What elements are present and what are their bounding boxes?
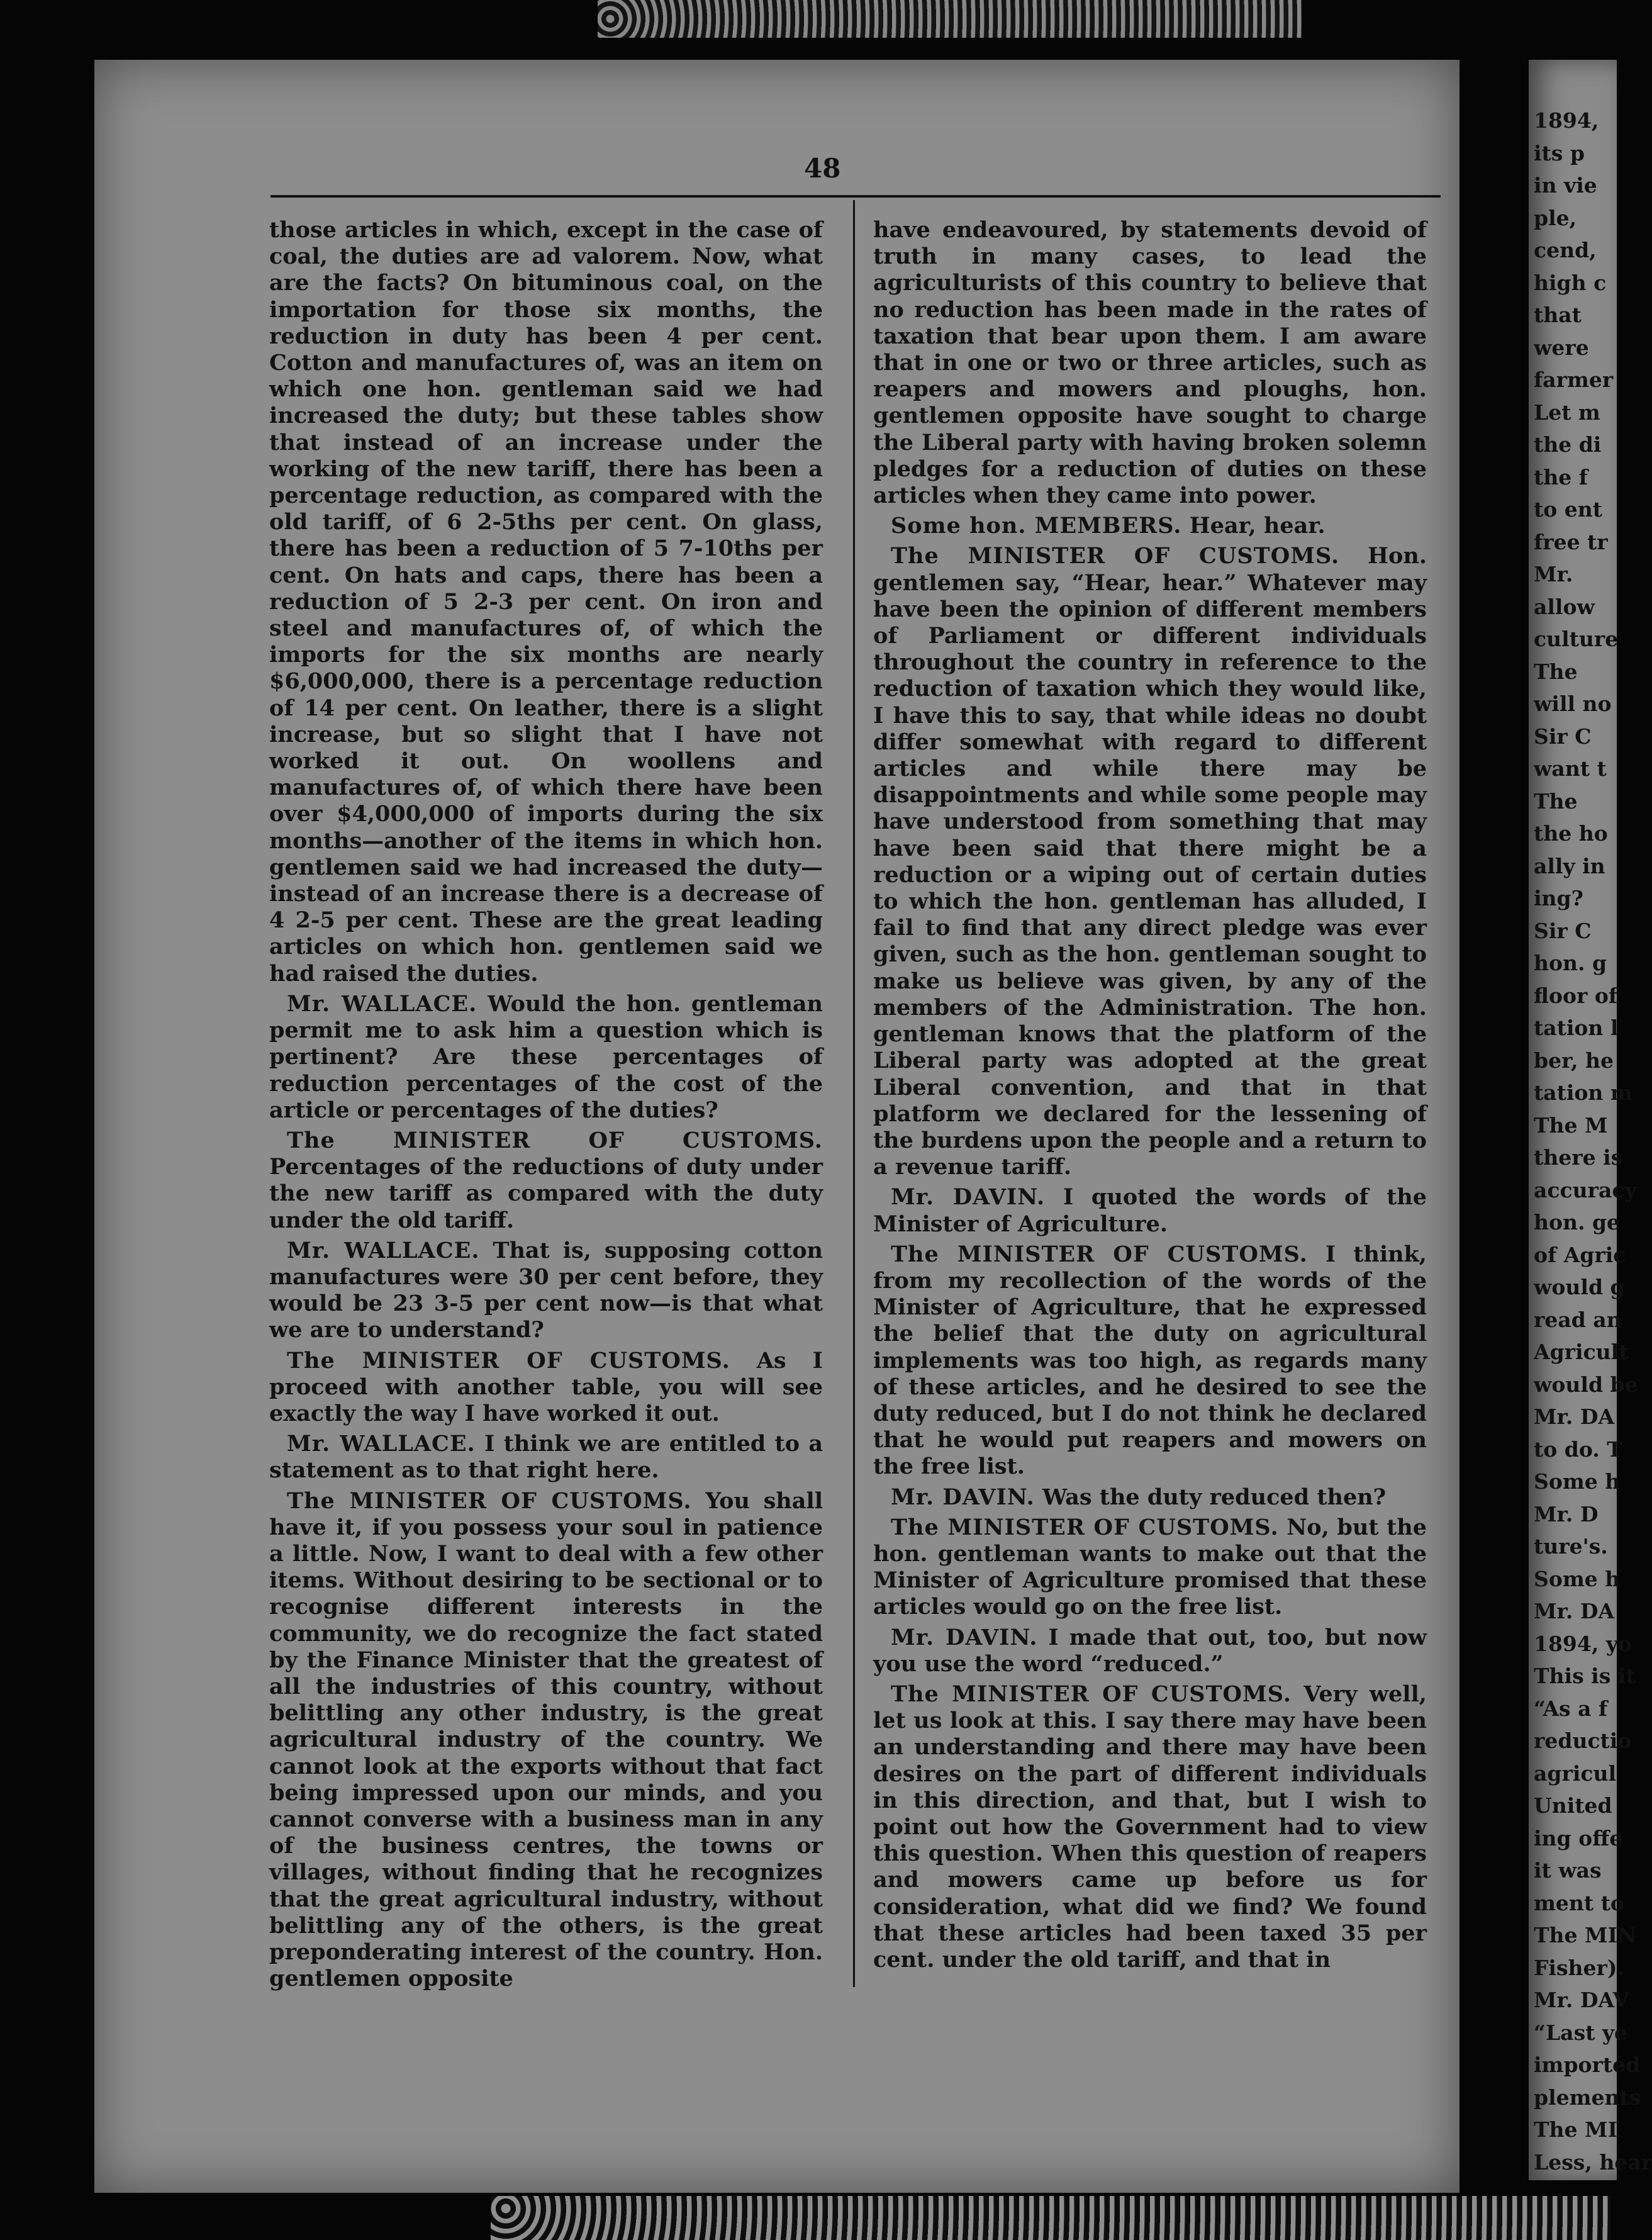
- adjacent-page-fragment: ment to: [1534, 1890, 1624, 1915]
- adjacent-page-fragment: cend,: [1534, 238, 1597, 262]
- adjacent-page-fragment: Sir C: [1534, 918, 1592, 943]
- adjacent-page-fragment: floor of: [1534, 983, 1618, 1008]
- adjacent-page-fragment: high c: [1534, 270, 1607, 295]
- speaker-name: The MINISTER OF CUSTOMS.: [891, 1681, 1292, 1707]
- lace-border-top: [598, 0, 1302, 38]
- speaker-name: Some hon. MEMBERS.: [891, 513, 1182, 539]
- speaker-name: The MINISTER OF CUSTOMS.: [287, 1347, 730, 1374]
- adjacent-page-fragment: that: [1534, 303, 1582, 327]
- paragraph: [269, 991, 823, 1124]
- adjacent-page-fragment: want t: [1534, 756, 1607, 781]
- adjacent-page-fragment: United: [1534, 1793, 1612, 1818]
- paragraph: [873, 1184, 1427, 1237]
- adjacent-page-fragment: plements: [1534, 2085, 1641, 2110]
- lace-border-bottom: [491, 2196, 1610, 2240]
- paragraph-text: Was the duty reduced then?: [1042, 1484, 1387, 1510]
- paragraph: [269, 1431, 823, 1484]
- adjacent-page-fragment: there is: [1534, 1145, 1623, 1170]
- adjacent-page-fragment: free tr: [1534, 529, 1608, 554]
- adjacent-page-fragment: would g: [1534, 1275, 1625, 1299]
- speaker-name: The MINISTER OF CUSTOMS.: [891, 1241, 1308, 1267]
- speaker-name: Mr. DAVIN.: [891, 1484, 1035, 1510]
- adjacent-page-fragment: will no: [1534, 692, 1612, 716]
- adjacent-page-fragment: read an: [1534, 1307, 1622, 1332]
- speaker-name: Mr. DAVIN.: [891, 1184, 1046, 1211]
- adjacent-page-fragment: of Agric: [1534, 1242, 1626, 1267]
- paragraph-text: As I proceed with another table, you will see exactly the way I have worked it out.: [269, 1347, 823, 1426]
- adjacent-page-fragment: ple,: [1534, 205, 1577, 230]
- adjacent-page-fragment: hon. g: [1534, 951, 1607, 975]
- adjacent-page-fragment: The M: [1534, 1112, 1608, 1138]
- adjacent-page-fragment: culture: [1534, 627, 1619, 651]
- adjacent-page-fragment: Sir C: [1534, 724, 1592, 749]
- adjacent-page-fragment: imported: [1534, 2052, 1641, 2077]
- paragraph-text: That is, supposing cotton manufactures were 30 per cent before, they would be 23 3-5 per cent now—is that what we are to understand?: [269, 1237, 823, 1343]
- adjacent-page-fragment: in vie: [1534, 173, 1597, 198]
- paragraph: [873, 1241, 1427, 1481]
- adjacent-page-fragment: accuracy: [1534, 1177, 1637, 1202]
- paragraph-text: Hear, hear.: [1189, 513, 1326, 539]
- adjacent-page-fragment: allow: [1534, 594, 1595, 619]
- adjacent-page-edge: [1529, 60, 1652, 2180]
- paragraph: [873, 1625, 1427, 1677]
- adjacent-page-fragment: The: [1534, 788, 1578, 814]
- left-column: [269, 217, 823, 2004]
- page-number: 48: [804, 153, 841, 184]
- adjacent-page-fragment: Let m: [1534, 400, 1600, 425]
- paragraph-text: Would the hon. gentleman permit me to ask him a question which is pertinent? Are these percentages of reduction percentages of the cost of the article or percentages of the duties?: [269, 990, 823, 1123]
- paragraph-text: Very well, let us look at this. I say there may have been an understanding and there may have been desires on the part of different individuals in this direction, and that, but I wish to point out how the Government had to view this question. When this question of reapers and mowers came up before us for consideration, what did we find? We found that these articles had been taxed 35 per cent. under the old tariff, and that in: [873, 1681, 1427, 1973]
- paragraph-text: You shall have it, if you possess your soul in patience a little. Now, I want to deal with a few other items. Without desiring to be sectional or to recognise different interests in the community, we do recognize the fact stated by the Finance Minister that the greatest of all the industries of this country, without belittling any other industry, is the great agricultural industry of the country. We cannot look at the exports without that fact being impressed upon our minds, and you cannot converse with a business man in any of the business centres, the towns or villages, without finding that he recognizes that the great agricultural industry, without belittling any of the others, is the great preponderating interest of the country. Hon. gentlemen opposite: [269, 1487, 823, 1992]
- speaker-name: The MINISTER OF CUSTOMS.: [287, 1127, 823, 1153]
- adjacent-page-fragment: “Last ye: [1534, 2020, 1628, 2045]
- adjacent-page-fragment: Some h: [1534, 1469, 1621, 1494]
- adjacent-page-fragment: it was: [1534, 1858, 1602, 1883]
- paragraph: [269, 1128, 823, 1234]
- paragraph: [873, 1681, 1427, 1973]
- paragraph: [873, 1515, 1427, 1621]
- adjacent-page-fragment: were: [1534, 335, 1589, 360]
- adjacent-page-fragment: The MIN: [1534, 1923, 1637, 1947]
- paragraph: [269, 1488, 823, 1993]
- adjacent-page-fragment: Mr.: [1534, 562, 1573, 586]
- adjacent-page-fragment: to do. T: [1534, 1436, 1622, 1462]
- adjacent-page-fragment: “As a f: [1534, 1696, 1608, 1721]
- paragraph-text: No, but the hon. gentleman wants to make out that the Minister of Agriculture promised that these articles would go on the free list.: [873, 1514, 1427, 1620]
- adjacent-page-fragment: tation l: [1534, 1016, 1619, 1040]
- adjacent-page-fragment: would be: [1534, 1372, 1638, 1397]
- adjacent-page-fragment: agricul: [1534, 1761, 1617, 1786]
- adjacent-page-fragment: Mr. DAV: [1534, 1988, 1629, 2012]
- adjacent-page-fragment: the ho: [1534, 821, 1608, 846]
- adjacent-page-fragment: farmer: [1534, 367, 1614, 392]
- paragraph-text: Percentages of the reductions of duty under the new tariff as compared with the duty under the old tariff.: [269, 1154, 823, 1233]
- paragraph: [873, 217, 1427, 509]
- paragraph-text: have endeavoured, by statements devoid of truth in many cases, to lead the agriculturists of this country to believe that no reduction has been made in the rates of taxation that bear upon them. I am aware that in one or two or three articles, such as reapers and mowers and ploughs, hon. gentlemen opposite have sought to charge the Liberal party with having broken solemn pledges for a reduction of duties on these articles when they came into power.: [873, 217, 1427, 509]
- adjacent-page-fragment: The MI: [1534, 2117, 1617, 2142]
- paragraph-text: I quoted the words of the Minister of Agriculture.: [873, 1184, 1427, 1237]
- paragraph-text: I made that out, too, but now you use the word “reduced.”: [873, 1624, 1427, 1677]
- adjacent-page-fragment: ing offe: [1534, 1825, 1623, 1851]
- column-divider: [853, 200, 855, 1987]
- adjacent-page-fragment: This is it: [1534, 1664, 1636, 1688]
- speaker-name: The MINISTER OF CUSTOMS.: [891, 543, 1340, 569]
- speaker-name: Mr. DAVIN.: [891, 1624, 1038, 1650]
- adjacent-page-fragment: Mr. DA: [1534, 1404, 1615, 1429]
- speaker-name: Mr. WALLACE.: [287, 1431, 476, 1457]
- adjacent-page-fragment: tation m: [1534, 1080, 1632, 1105]
- adjacent-page-fragment: the di: [1534, 432, 1602, 457]
- adjacent-page-fragment: ber, he: [1534, 1048, 1614, 1073]
- adjacent-page-fragment: Mr. D: [1534, 1501, 1599, 1526]
- paragraph: [873, 543, 1427, 1180]
- paragraph-text: I think we are entitled to a statement as to that right here.: [269, 1431, 823, 1484]
- adjacent-page-fragment: reductio: [1534, 1728, 1632, 1753]
- speaker-name: Mr. WALLACE.: [287, 1237, 480, 1263]
- paragraph: [269, 217, 823, 987]
- adjacent-page-fragment: Mr. DA: [1534, 1599, 1615, 1623]
- adjacent-page-fragment: 1894, yo: [1534, 1631, 1632, 1656]
- adjacent-page-fragment: ture's.: [1534, 1534, 1608, 1559]
- adjacent-page-fragment: Agricult: [1534, 1340, 1629, 1364]
- adjacent-page-fragment: to ent: [1534, 497, 1602, 522]
- paragraph-text: I think, from my recollection of the words of the Minister of Agriculture, that he expressed the belief that the duty on agricultural implements was too high, as regards many of these articles, and he desired to see the duty reduced, but I do not think he declared that he would put reapers and mowers on the free list.: [873, 1241, 1427, 1480]
- adjacent-page-fragment: the f: [1534, 464, 1588, 490]
- paragraph-text: those articles in which, except in the case of coal, the duties are ad valorem. Now, what are the facts? On bituminous coal, on the importation for those six months, the reduction in duty has been 4 per cent. Cotton and manufactures of, was an item on which one hon. gentleman said we had increased the duty; but these tables show that instead of an increase under the working of the new tariff, there has been a percentage reduction, as compared with the old tariff, of 6 2-5ths per cent. On glass, there has been a reduction of 5 7-10ths per cent. On hats and caps, there has been a reduction of 5 2-3 per cent. On iron and steel and manufactures of, of which the imports for the six months are nearly $6,000,000, there is a percentage reduction of 14 per cent. On leather, there is a slight increase, but so slight that I have not worked it out. On woollens and manufactures of, of which there have been over $4,000,000 of imports during the six months—another of the items in which hon. gentlemen said we had increased the duty—instead of an increase there is a decrease of 4 2-5 per cent. These are the great leading articles on which hon. gentlemen said we had raised the duties.: [269, 217, 823, 987]
- paragraph: [873, 1484, 1427, 1511]
- adjacent-page-fragment: Less, hear: [1534, 2149, 1652, 2175]
- paragraph: [269, 1348, 823, 1428]
- adjacent-page-fragment: its p: [1534, 140, 1585, 165]
- speaker-name: The MINISTER OF CUSTOMS.: [287, 1487, 692, 1514]
- paragraph: [873, 513, 1427, 539]
- speaker-name: Mr. WALLACE.: [287, 990, 477, 1017]
- adjacent-page-fragment: The: [1534, 659, 1578, 684]
- paragraph: [269, 1238, 823, 1344]
- right-column: [873, 217, 1427, 2004]
- speaker-name: The MINISTER OF CUSTOMS.: [891, 1514, 1279, 1540]
- adjacent-page-fragment: Fisher).: [1534, 1955, 1625, 1980]
- adjacent-page-fragment: Some h: [1534, 1566, 1621, 1591]
- adjacent-page-fragment: ally in: [1534, 853, 1605, 878]
- paragraph-text: Hon. gentlemen say, “Hear, hear.” Whatever may have been the opinion of different members of Parliament or different individuals throughout the country in reference to the reduction of taxation which they would like, I have this to say, that while ideas no doubt differ somewhat with regard to different articles and while there may be disappointments and while some people may have understood from something that may have been said that there might be a reduction or a wiping out of certain duties to which the hon. gentleman has alluded, I fail to find that any direct pledge was ever given, such as the hon. gentleman sought to make us believe was given, by any of the members of the Administration. The hon. gentleman knows that the platform of the Liberal party was adopted at the great Liberal convention, and that in that platform we declared for the lessening of the burdens upon the people and a return to a revenue tariff.: [873, 543, 1427, 1180]
- adjacent-page-fragment: 1894,: [1534, 108, 1599, 133]
- header-rule: [271, 195, 1441, 198]
- adjacent-page-fragment: hon. ge: [1534, 1210, 1621, 1235]
- adjacent-page-fragment: ing?: [1534, 886, 1583, 910]
